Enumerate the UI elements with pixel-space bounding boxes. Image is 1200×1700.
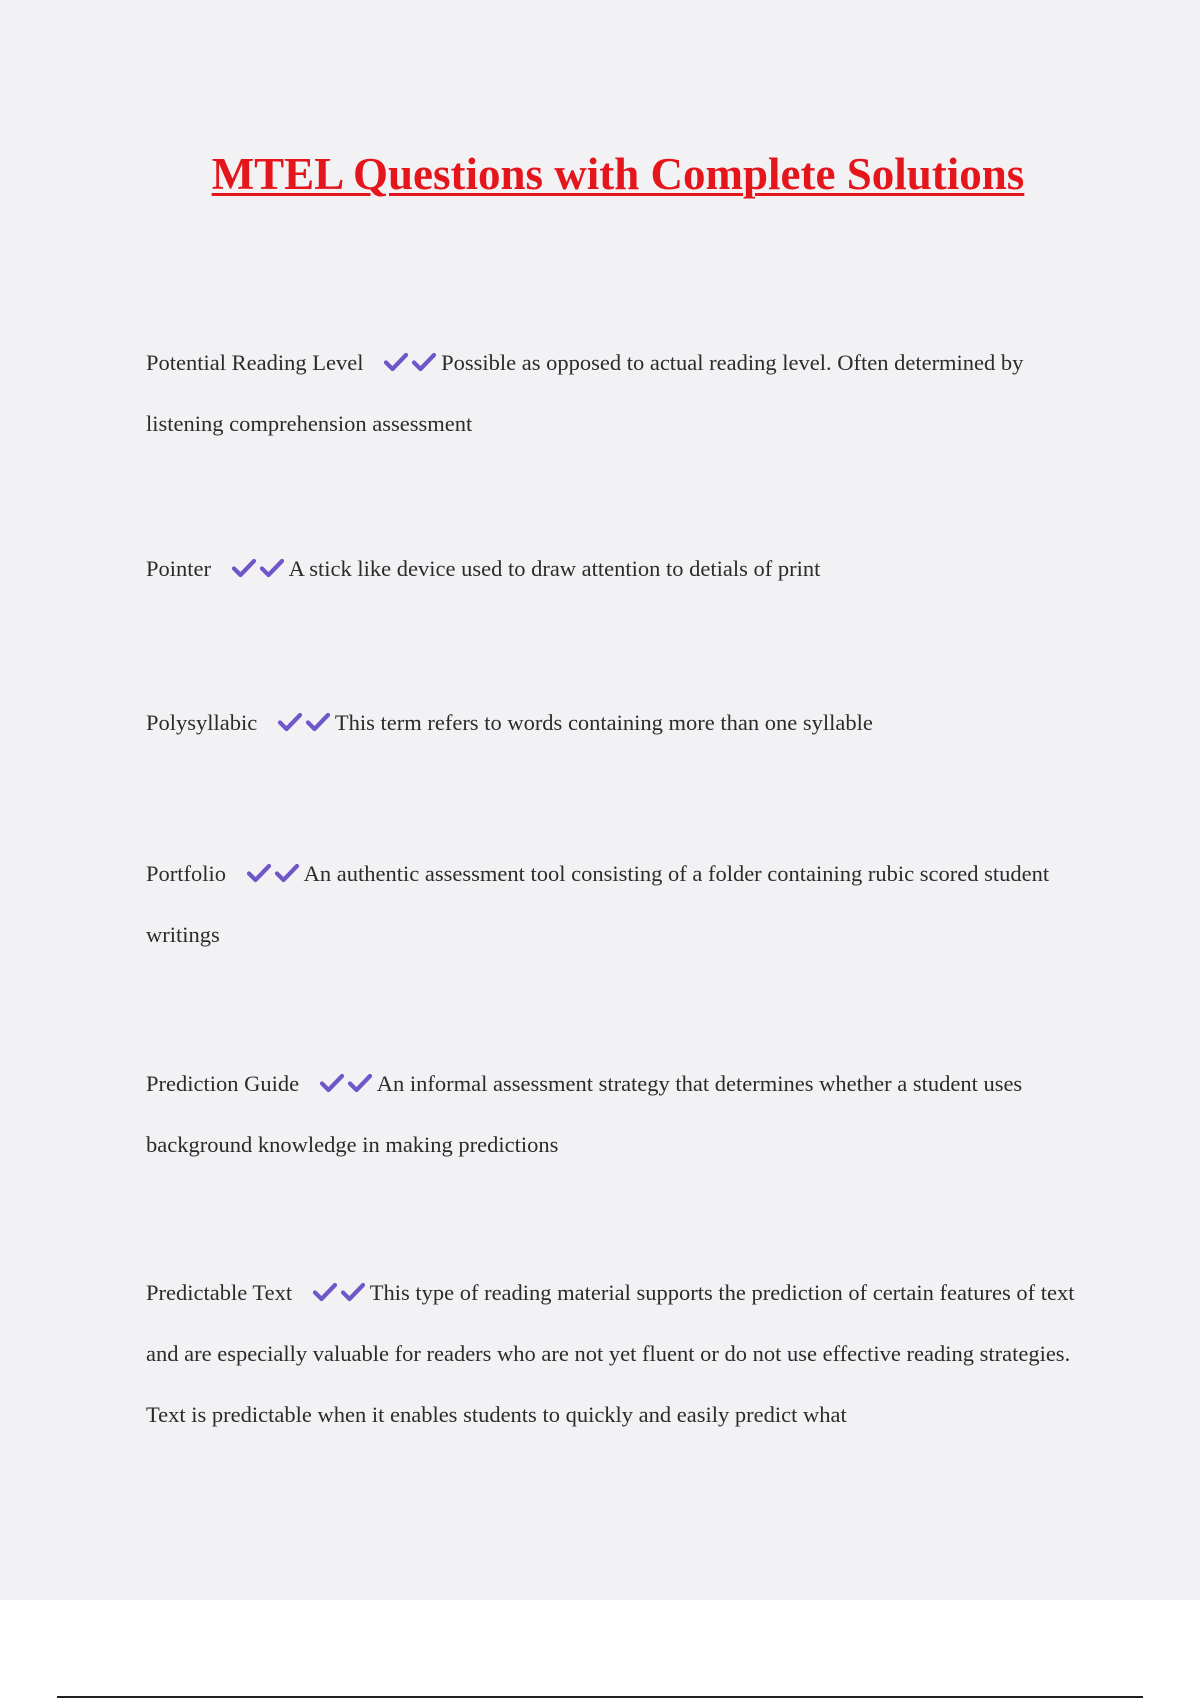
entry-term: Portfolio (146, 861, 227, 886)
answer-checks (312, 1262, 368, 1323)
check-mark-icon (383, 351, 411, 373)
qa-entry (146, 332, 1086, 454)
check-mark-icon (411, 351, 439, 373)
entry-definition: An informal assessment strategy that determines whether a student uses background knowledge in making predictions (146, 1071, 1023, 1157)
entry-term: Potential Reading Level (146, 350, 364, 375)
check-mark-icon (231, 557, 259, 579)
answer-checks (319, 1053, 375, 1114)
entry-definition: This type of reading material supports the prediction of certain features of text and are especially valuable for readers who are not yet fluent or do not use effective reading strategies. Text is predictable when it enables students to quickly and easily predict what (146, 1280, 1075, 1427)
check-mark-icon (277, 711, 305, 733)
qa-entry (146, 843, 1086, 965)
entry-definition: Possible as opposed to actual reading level. Often determined by listening comprehension assessment (146, 350, 1024, 436)
entry-definition: This term refers to words containing more than one syllable (334, 710, 873, 735)
qa-entry (146, 1053, 1086, 1175)
answer-checks (246, 843, 302, 904)
check-mark-icon (347, 1072, 375, 1094)
check-mark-icon (274, 862, 302, 884)
entry-term: Polysyllabic (146, 710, 258, 735)
check-mark-icon (246, 862, 274, 884)
entry-definition: An authentic assessment tool consisting of a folder containing rubic scored student writings (146, 861, 1050, 947)
check-mark-icon (319, 1072, 347, 1094)
answer-checks (231, 538, 287, 599)
check-mark-icon (312, 1281, 340, 1303)
check-mark-icon (305, 711, 333, 733)
qa-entry (146, 1262, 1086, 1445)
entry-definition: A stick like device used to draw attention to detials of print (288, 556, 821, 581)
qa-entry (146, 538, 1086, 599)
answer-checks (277, 692, 333, 753)
document-title: MTEL Questions with Complete Solutions (211, 149, 1025, 199)
check-mark-icon (259, 557, 287, 579)
answer-checks (383, 332, 439, 393)
entry-term: Pointer (146, 556, 211, 581)
entry-term: Predictable Text (146, 1280, 293, 1305)
check-mark-icon (340, 1281, 368, 1303)
entry-term: Prediction Guide (146, 1071, 300, 1096)
qa-entry (146, 692, 1086, 753)
footer-divider (57, 1696, 1143, 1698)
